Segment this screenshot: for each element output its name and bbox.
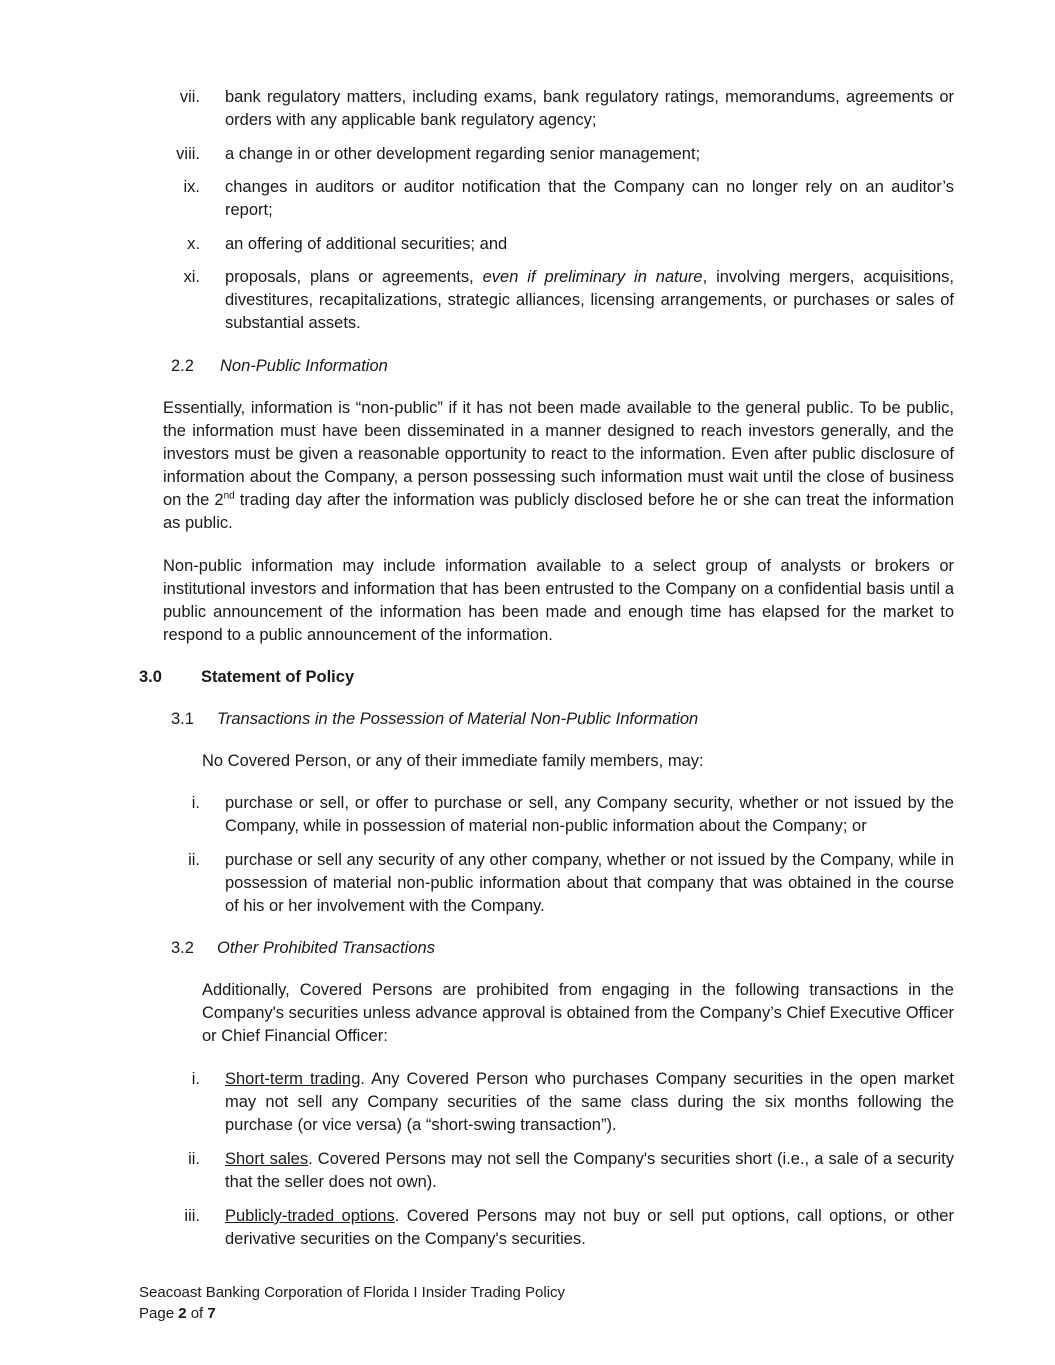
list-numeral: iii.	[184, 1207, 200, 1225]
emphasis: even if preliminary in nature	[482, 268, 703, 286]
term: Short-term trading	[225, 1070, 361, 1088]
list-numeral: i.	[191, 794, 200, 812]
list-numeral: i.	[191, 1070, 200, 1088]
subsection-heading	[171, 937, 435, 960]
list-text: Publicly-traded options. Covered Persons may not buy or sell put options, call options, or other derivative securities on the Company's securities.	[225, 1207, 954, 1248]
list-numeral: xi.	[183, 268, 200, 286]
list-numeral: ii.	[188, 1150, 200, 1168]
footer-title: Seacoast Banking Corporation of Florida I Insider Trading Policy	[139, 1284, 566, 1301]
list-numeral: ix.	[183, 178, 200, 196]
section-number: 3.0	[139, 668, 162, 686]
list-text: purchase or sell, or offer to purchase or sell, any Company security, whether or not issued by the Company, while in possession of material non-public information about the Company; or	[225, 794, 954, 835]
subsection-number: 3.1	[171, 710, 194, 728]
paragraph: Essentially, information is “non-public” if it has not been made available to the general public. To be public, the information must have been disseminated in a manner designed to reach investors generally, and the investors must be given a reasonable opportunity to react to the information. Even after public disclosure of information about the Company, a person possessing such information must wait until the close of business on the 2nd trading day after the information was publicly disclosed before he or she can treat the information as public.	[163, 399, 954, 532]
section-heading	[139, 666, 354, 689]
list-numeral: vii.	[179, 88, 200, 106]
subsection-title: Non-Public Information	[220, 357, 388, 375]
list-numeral: viii.	[176, 145, 200, 163]
page-footer	[139, 1282, 565, 1324]
subsection-number: 3.2	[171, 939, 194, 957]
list-numeral: ii.	[188, 851, 200, 869]
list-text: purchase or sell any security of any other company, whether or not issued by the Company, while in possession of material non-public information about that company that was obtained in the course of his or her involvement with the Company.	[225, 851, 954, 915]
subsection-heading	[171, 355, 388, 378]
list-text: a change in or other development regarding senior management;	[225, 145, 701, 163]
list-text: an offering of additional securities; and	[225, 235, 508, 253]
page-number: Page 2 of 7	[139, 1305, 216, 1322]
term: Publicly-traded options	[225, 1207, 395, 1225]
list-text: proposals, plans or agreements, even if preliminary in nature, involving mergers, acquisitions, divestitures, recapitalizations, strategic alliances, licensing arrangements, or purchases or sales of substantial assets.	[225, 268, 954, 332]
subsection-number: 2.2	[171, 357, 194, 375]
paragraph: Non-public information may include information available to a select group of analysts or brokers or institutional investors and information that has been entrusted to the Company on a confidential basis until a public announcement of the information has been made and enough time has elapsed for the market to respond to a public announcement of the information.	[163, 557, 954, 644]
paragraph: Additionally, Covered Persons are prohibited from engaging in the following transactions in the Company's securities unless advance approval is obtained from the Company’s Chief Executive Officer or Chief Financial Officer:	[202, 981, 954, 1045]
subsection-title: Transactions in the Possession of Material Non-Public Information	[217, 710, 699, 728]
subsection-heading	[171, 708, 698, 731]
list-text: Short-term trading. Any Covered Person who purchases Company securities in the open market may not sell any Company securities of the same class during the six months following the purchase (or vice versa) (a “short-swing transaction”).	[225, 1070, 954, 1134]
subsection-title: Other Prohibited Transactions	[217, 939, 435, 957]
list-numeral: x.	[187, 235, 200, 253]
list-text: bank regulatory matters, including exams, bank regulatory ratings, memorandums, agreements or orders with any applicable bank regulatory agency;	[225, 88, 954, 129]
list-text: changes in auditors or auditor notification that the Company can no longer rely on an auditor’s report;	[225, 178, 954, 219]
paragraph: No Covered Person, or any of their immediate family members, may:	[202, 752, 704, 770]
term: Short sales	[225, 1150, 309, 1168]
list-text: Short sales. Covered Persons may not sell the Company's securities short (i.e., a sale of a security that the seller does not own).	[225, 1150, 954, 1191]
section-title: Statement of Policy	[201, 668, 355, 686]
